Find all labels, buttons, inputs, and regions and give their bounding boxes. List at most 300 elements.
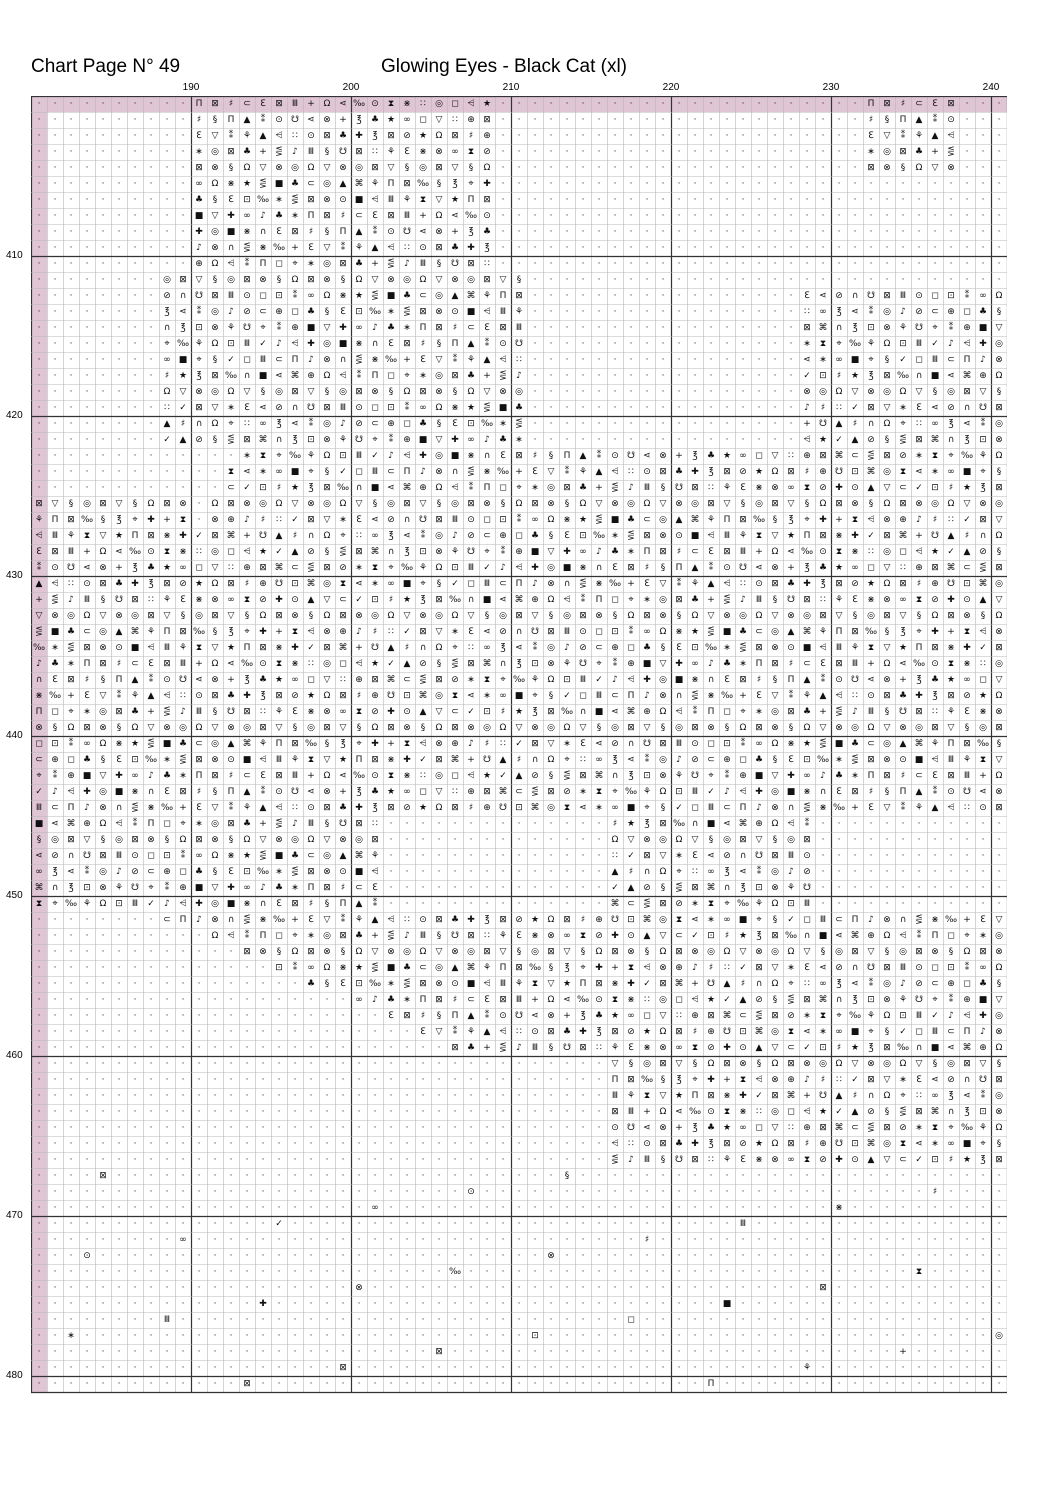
chart-cell: ☋ [623, 1120, 639, 1136]
chart-cell: ♯ [303, 896, 319, 912]
chart-cell: ⚘ [911, 128, 927, 144]
chart-cell: · [447, 1280, 463, 1296]
chart-cell: ℥ [511, 656, 527, 672]
chart-cell: ■ [799, 640, 815, 656]
chart-cell: + [799, 416, 815, 432]
chart-cell: · [303, 1264, 319, 1280]
chart-cell: · [127, 208, 143, 224]
chart-cell: Ⅲ [927, 352, 943, 368]
chart-cell: ⋇ [399, 768, 415, 784]
chart-cell: ℥ [975, 1152, 991, 1168]
chart-cell: · [399, 1088, 415, 1104]
chart-cell: · [79, 1360, 95, 1376]
chart-cell: · [207, 1168, 223, 1184]
chart-cell: · [751, 128, 767, 144]
chart-cell: ⊙ [847, 1152, 863, 1168]
chart-cell: ⊠ [783, 704, 799, 720]
chart-cell: ⌘ [287, 368, 303, 384]
chart-cell: ∞ [495, 688, 511, 704]
chart-cell: · [511, 1264, 527, 1280]
chart-cell: ✓ [351, 592, 367, 608]
chart-cell: ✚ [463, 912, 479, 928]
chart-cell: ⊠ [895, 496, 911, 512]
chart-cell: · [927, 240, 943, 256]
chart-cell: ☋ [703, 976, 719, 992]
chart-cell: ▽ [559, 944, 575, 960]
chart-cell: ⊗ [767, 480, 783, 496]
chart-cell: ⊠ [767, 656, 783, 672]
chart-cell: · [671, 1344, 687, 1360]
chart-cell: · [31, 1152, 47, 1168]
chart-cell: ◎ [383, 496, 399, 512]
chart-cell: · [143, 1152, 159, 1168]
chart-cell: ♯ [687, 1024, 703, 1040]
chart-cell: ✚ [847, 528, 863, 544]
chart-cell: ⊠ [927, 640, 943, 656]
chart-cell: ‰ [895, 1040, 911, 1056]
chart-cell: · [287, 1216, 303, 1232]
chart-cell: Ⅲ [159, 640, 175, 656]
chart-cell: Ω [831, 1056, 847, 1072]
chart-cell: ⊠ [543, 1024, 559, 1040]
chart-cell: · [303, 1200, 319, 1216]
chart-cell: · [671, 224, 687, 240]
chart-cell: · [31, 1232, 47, 1248]
chart-cell: Π [79, 656, 95, 672]
chart-cell: § [943, 944, 959, 960]
chart-cell: ⌘ [463, 288, 479, 304]
chart-cell: ⊠ [783, 1136, 799, 1152]
chart-cell: ♯ [735, 976, 751, 992]
chart-cell: · [543, 352, 559, 368]
chart-cell: · [207, 1200, 223, 1216]
chart-cell: ⊗ [543, 928, 559, 944]
chart-cell: · [639, 400, 655, 416]
chart-cell: · [223, 1040, 239, 1056]
chart-cell: ♪ [975, 352, 991, 368]
chart-cell: ⁑ [287, 288, 303, 304]
chart-cell: ‰ [383, 352, 399, 368]
chart-cell: · [95, 352, 111, 368]
chart-cell: · [559, 1056, 575, 1072]
chart-cell: ⊠ [271, 768, 287, 784]
chart-cell: · [175, 1040, 191, 1056]
chart-cell: · [31, 928, 47, 944]
chart-cell: ◎ [543, 560, 559, 576]
chart-cell: · [191, 1264, 207, 1280]
chart-cell: · [255, 1232, 271, 1248]
chart-cell: ⊙ [447, 304, 463, 320]
chart-cell: ℇ [79, 688, 95, 704]
chart-cell: · [143, 448, 159, 464]
chart-cell: ⊠ [319, 480, 335, 496]
chart-cell: ∗ [527, 480, 543, 496]
chart-cell: ⊠ [463, 928, 479, 944]
chart-cell: · [143, 480, 159, 496]
chart-cell: ◻ [911, 1024, 927, 1040]
chart-cell: ★ [975, 688, 991, 704]
chart-cell: ⋚ [415, 672, 431, 688]
chart-cell: + [367, 256, 383, 272]
chart-cell: ∩ [479, 448, 495, 464]
chart-cell: · [239, 1088, 255, 1104]
chart-cell: Ω [127, 720, 143, 736]
chart-cell: Ω [383, 608, 399, 624]
chart-cell: · [79, 176, 95, 192]
chart-cell: · [447, 1328, 463, 1344]
chart-cell: · [879, 176, 895, 192]
chart-cell: · [575, 1344, 591, 1360]
chart-cell: ★ [159, 560, 175, 576]
chart-cell: ⊙ [623, 928, 639, 944]
chart-cell: ■ [719, 1296, 735, 1312]
chart-cell: · [143, 960, 159, 976]
chart-cell: · [351, 1344, 367, 1360]
chart-cell: · [895, 240, 911, 256]
chart-cell: ⊡ [719, 736, 735, 752]
chart-cell: · [287, 1072, 303, 1088]
chart-cell: ⌖ [831, 1008, 847, 1024]
chart-cell: · [127, 464, 143, 480]
chart-cell: Ω [767, 736, 783, 752]
chart-cell: ⩤ [719, 576, 735, 592]
chart-cell: · [383, 1312, 399, 1328]
chart-cell: ⁑ [63, 736, 79, 752]
chart-cell: ⊠ [495, 320, 511, 336]
chart-cell: ∗ [303, 928, 319, 944]
chart-cell: · [815, 208, 831, 224]
chart-cell: ■ [495, 400, 511, 416]
chart-cell: ⧗ [351, 704, 367, 720]
chart-cell: ⚘ [31, 512, 47, 528]
chart-cell: § [879, 112, 895, 128]
chart-cell: · [831, 864, 847, 880]
chart-cell: · [639, 160, 655, 176]
chart-cell: Ω [63, 720, 79, 736]
chart-cell: ℥ [239, 672, 255, 688]
chart-cell: ⩤ [495, 352, 511, 368]
chart-cell: · [495, 1216, 511, 1232]
chart-cell: ⊗ [319, 704, 335, 720]
chart-cell: · [47, 368, 63, 384]
chart-cell: ⊂ [303, 848, 319, 864]
chart-cell: ◎ [399, 944, 415, 960]
chart-cell: ⊙ [831, 672, 847, 688]
chart-cell: ∩ [415, 640, 431, 656]
chart-cell: · [575, 1184, 591, 1200]
chart-cell: § [879, 352, 895, 368]
chart-cell: · [719, 1312, 735, 1328]
chart-cell: ♣ [639, 640, 655, 656]
chart-cell: · [399, 832, 415, 848]
chart-cell: ⊕ [863, 928, 879, 944]
chart-cell: ℇ [447, 416, 463, 432]
chart-cell: § [911, 608, 927, 624]
chart-cell: ✚ [303, 336, 319, 352]
chart-cell: ⊂ [255, 304, 271, 320]
chart-cell: · [815, 224, 831, 240]
chart-cell: · [719, 96, 735, 112]
chart-cell: · [207, 1216, 223, 1232]
chart-cell: · [543, 1152, 559, 1168]
chart-cell: ■ [223, 896, 239, 912]
chart-cell: ⚘ [639, 784, 655, 800]
chart-cell: ⧗ [383, 768, 399, 784]
chart-cell: · [175, 128, 191, 144]
chart-cell: ♯ [79, 672, 95, 688]
chart-cell: · [31, 1344, 47, 1360]
chart-cell: · [559, 224, 575, 240]
chart-cell: · [63, 464, 79, 480]
chart-cell: ∷ [623, 1136, 639, 1152]
chart-cell: · [991, 1168, 1007, 1184]
chart-cell: · [559, 352, 575, 368]
chart-cell: · [799, 1280, 815, 1296]
chart-cell: · [799, 1232, 815, 1248]
chart-cell: · [543, 240, 559, 256]
chart-cell: ⧗ [687, 1040, 703, 1056]
chart-cell: ∗ [367, 576, 383, 592]
chart-cell: · [527, 1104, 543, 1120]
chart-cell: ♣ [735, 624, 751, 640]
chart-cell: ⊙ [671, 528, 687, 544]
chart-cell: · [783, 176, 799, 192]
chart-cell: · [63, 448, 79, 464]
chart-cell: ▽ [991, 752, 1007, 768]
chart-cell: · [655, 352, 671, 368]
chart-cell: · [95, 480, 111, 496]
chart-cell: · [447, 1088, 463, 1104]
chart-cell: ∗ [895, 1072, 911, 1088]
chart-cell: § [719, 720, 735, 736]
chart-cell: · [687, 208, 703, 224]
chart-cell: · [847, 144, 863, 160]
chart-cell: ⋖ [63, 864, 79, 880]
chart-cell: · [127, 1088, 143, 1104]
chart-cell: · [959, 160, 975, 176]
chart-cell: · [31, 128, 47, 144]
chart-cell: · [31, 1088, 47, 1104]
chart-cell: ⊠ [383, 800, 399, 816]
chart-cell: · [799, 96, 815, 112]
chart-cell: § [927, 384, 943, 400]
chart-cell: · [111, 192, 127, 208]
chart-cell: ◎ [431, 768, 447, 784]
chart-cell: ⊠ [543, 624, 559, 640]
chart-cell: § [879, 624, 895, 640]
chart-cell: ⋖ [607, 704, 623, 720]
chart-cell: ◎ [287, 832, 303, 848]
chart-cell: ⌖ [415, 576, 431, 592]
chart-cell: · [335, 1024, 351, 1040]
chart-cell: · [543, 144, 559, 160]
chart-cell: · [159, 1248, 175, 1264]
chart-cell: ⊕ [975, 1040, 991, 1056]
chart-cell: · [399, 1296, 415, 1312]
chart-cell: · [63, 1280, 79, 1296]
chart-cell: ‰ [719, 688, 735, 704]
chart-cell: ☋ [351, 432, 367, 448]
chart-cell: ∩ [175, 288, 191, 304]
chart-cell: ∗ [383, 976, 399, 992]
chart-cell: · [927, 832, 943, 848]
chart-cell: ◎ [639, 1056, 655, 1072]
chart-cell: ⚘ [367, 848, 383, 864]
chart-cell: ⩤ [911, 544, 927, 560]
chart-cell: ⋇ [287, 656, 303, 672]
chart-cell: ⌘ [399, 480, 415, 496]
chart-cell: Ω [319, 608, 335, 624]
chart-cell: · [639, 1264, 655, 1280]
chart-cell: ◻ [255, 288, 271, 304]
chart-cell: · [911, 1344, 927, 1360]
chart-cell: ♪ [111, 864, 127, 880]
chart-cell: ☋ [111, 592, 127, 608]
chart-cell: + [367, 928, 383, 944]
chart-cell: · [31, 1184, 47, 1200]
chart-cell: Ω [687, 608, 703, 624]
chart-cell: ℥ [927, 688, 943, 704]
chart-cell: ∞ [415, 400, 431, 416]
chart-cell: ⁑ [559, 464, 575, 480]
chart-cell: ⊡ [495, 512, 511, 528]
chart-cell: ⊂ [591, 640, 607, 656]
chart-cell: · [959, 1328, 975, 1344]
chart-cell: Ⅲ [175, 656, 191, 672]
chart-cell: · [31, 384, 47, 400]
chart-cell: ✚ [735, 1088, 751, 1104]
chart-cell: · [479, 1216, 495, 1232]
chart-cell: · [607, 352, 623, 368]
chart-cell: § [95, 592, 111, 608]
chart-cell: · [975, 1280, 991, 1296]
chart-cell: · [31, 960, 47, 976]
chart-cell: · [383, 1136, 399, 1152]
chart-cell: ⌖ [719, 896, 735, 912]
chart-cell: ♯ [639, 1232, 655, 1248]
chart-cell: ⊠ [223, 496, 239, 512]
chart-cell: ⊕ [271, 304, 287, 320]
chart-cell: ♪ [799, 400, 815, 416]
chart-cell: ★ [383, 112, 399, 128]
chart-cell: ⊙ [463, 1184, 479, 1200]
chart-cell: ℥ [191, 368, 207, 384]
chart-cell: Ω [575, 496, 591, 512]
chart-cell: · [383, 1040, 399, 1056]
chart-cell: ⩤ [351, 656, 367, 672]
chart-cell: Ⅲ [223, 288, 239, 304]
chart-cell: ◻ [367, 400, 383, 416]
chart-cell: · [159, 960, 175, 976]
chart-cell: · [127, 1232, 143, 1248]
chart-cell: · [847, 1280, 863, 1296]
chart-cell: ⊗ [927, 944, 943, 960]
chart-cell: ∩ [111, 800, 127, 816]
chart-cell: · [47, 1072, 63, 1088]
chart-cell: · [335, 1056, 351, 1072]
chart-cell: · [159, 256, 175, 272]
chart-cell: · [543, 112, 559, 128]
chart-cell: ⁑ [591, 448, 607, 464]
chart-cell: ★ [351, 288, 367, 304]
chart-cell: ■ [671, 672, 687, 688]
chart-cell: · [175, 96, 191, 112]
chart-cell: · [95, 1184, 111, 1200]
chart-cell: ◎ [991, 416, 1007, 432]
chart-cell: ⩤ [175, 896, 191, 912]
chart-cell: · [383, 1328, 399, 1344]
chart-cell: ‰ [47, 688, 63, 704]
chart-cell: ▽ [575, 720, 591, 736]
chart-cell: · [687, 176, 703, 192]
chart-cell: · [79, 112, 95, 128]
chart-cell: ⚘ [959, 752, 975, 768]
chart-cell: · [687, 144, 703, 160]
chart-cell: ⊠ [191, 832, 207, 848]
chart-cell: Ω [175, 832, 191, 848]
chart-cell: ‰ [607, 576, 623, 592]
chart-cell: ⊠ [207, 608, 223, 624]
chart-cell: ⋚ [831, 704, 847, 720]
chart-cell: ∷ [575, 752, 591, 768]
row-label: 460 [6, 1051, 23, 1061]
chart-cell: ✚ [527, 560, 543, 576]
chart-cell: · [159, 464, 175, 480]
chart-cell: ✚ [687, 464, 703, 480]
chart-cell: ⁑ [335, 240, 351, 256]
chart-cell: ▽ [799, 944, 815, 960]
chart-cell: ✚ [239, 688, 255, 704]
chart-cell: · [591, 896, 607, 912]
chart-cell: · [143, 144, 159, 160]
chart-cell: · [703, 1168, 719, 1184]
chart-cell: ♣ [447, 912, 463, 928]
chart-cell: ⧗ [335, 576, 351, 592]
chart-cell: ⩤ [799, 1104, 815, 1120]
chart-cell: · [719, 352, 735, 368]
chart-cell: ⊠ [767, 1008, 783, 1024]
chart-cell: ∩ [271, 432, 287, 448]
chart-cell: · [111, 912, 127, 928]
chart-cell: ⊙ [895, 752, 911, 768]
chart-cell: · [31, 1072, 47, 1088]
chart-cell: ∗ [895, 400, 911, 416]
chart-cell: ⊠ [511, 288, 527, 304]
chart-cell: ℇ [335, 976, 351, 992]
chart-cell: § [319, 144, 335, 160]
chart-cell: ⊠ [271, 608, 287, 624]
chart-cell: ⊙ [159, 672, 175, 688]
chart-cell: ℇ [367, 880, 383, 896]
chart-cell: ⌖ [271, 448, 287, 464]
chart-cell: ∗ [79, 704, 95, 720]
chart-cell: ♣ [463, 368, 479, 384]
chart-cell: ⊠ [703, 1008, 719, 1024]
chart-cell: ★ [223, 640, 239, 656]
chart-cell: · [111, 480, 127, 496]
chart-cell: · [719, 208, 735, 224]
chart-cell: ◻ [799, 912, 815, 928]
chart-cell: ◎ [447, 496, 463, 512]
chart-cell: · [831, 1184, 847, 1200]
chart-cell: ⊗ [767, 800, 783, 816]
chart-cell: ☋ [815, 1088, 831, 1104]
chart-cell: · [63, 1152, 79, 1168]
chart-cell: ✓ [911, 1152, 927, 1168]
chart-cell: ▲ [255, 128, 271, 144]
chart-cell: ℥ [735, 880, 751, 896]
chart-cell: ⊕ [63, 768, 79, 784]
